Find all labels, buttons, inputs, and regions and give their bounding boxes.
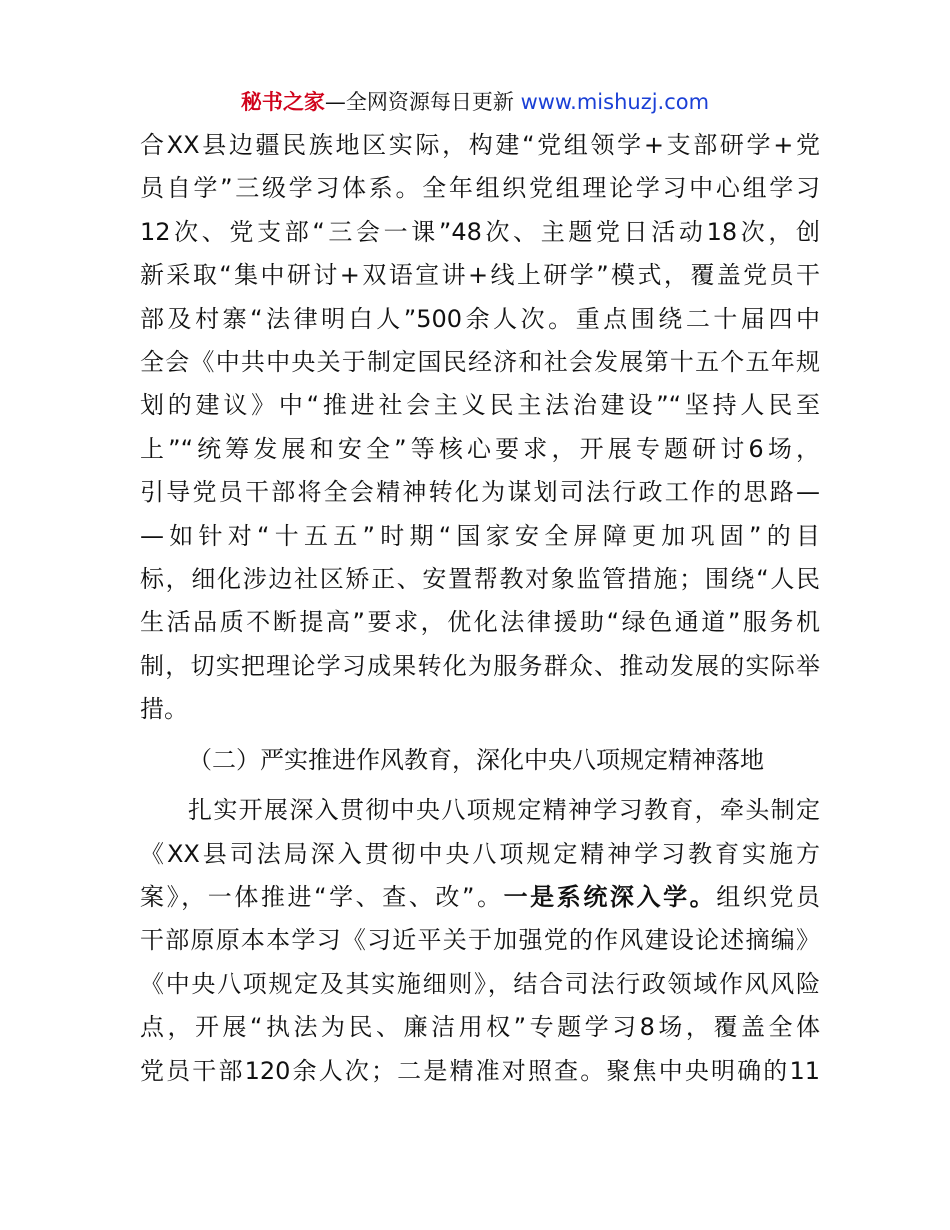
text-line: 标，细化涉边社区矫正、安置帮教对象监管措施；围绕“人民 bbox=[140, 565, 820, 594]
text-line: 制，切实把理论学习成果转化为服务群众、推动发展的实际举 bbox=[140, 651, 820, 680]
text-line: —如针对“十五五”时期“国家安全屏障更加巩固”的目 bbox=[140, 521, 820, 550]
text-line: 《中央八项规定及其实施细则》，结合司法行政领域作风风险 bbox=[140, 969, 820, 998]
text-line: 干部原原本本学习《习近平关于加强党的作风建设论述摘编》 bbox=[140, 926, 820, 955]
text-line: 合XX县边疆民族地区实际，构建“党组领学+支部研学+党 bbox=[140, 131, 820, 159]
site-url-link[interactable]: www.mishuzj.com bbox=[520, 90, 710, 114]
text-line bbox=[140, 876, 820, 919]
section-heading: （二）严实推进作风教育，深化中央八项规定精神落地 bbox=[188, 745, 764, 774]
text-line: 点，开展“执法为民、廉洁用权”专题学习8场，覆盖全体 bbox=[140, 1013, 820, 1042]
text-line: 上”“统筹发展和安全”等核心要求，开展专题研讨6场， bbox=[140, 434, 820, 463]
header-tagline: —全网资源每日更新 bbox=[324, 90, 521, 114]
text-segment: 案》，一体推进“学、查、改”。 bbox=[140, 882, 504, 911]
text-line: 划的建议》中“推进社会主义民主法治建设”“坚持人民至 bbox=[140, 391, 820, 420]
paragraph-style-education bbox=[140, 789, 820, 1093]
text-line: 全会《中共中央关于制定国民经济和社会发展第十五个五年规 bbox=[140, 348, 820, 377]
text-line: 新采取“集中研讨+双语宣讲+线上研学”模式，覆盖党员干 bbox=[140, 261, 820, 290]
document-body bbox=[140, 124, 820, 1093]
text-line: 员自学”三级学习体系。全年组织党组理论学习中心组学习 bbox=[140, 174, 820, 203]
text-segment: 组织党员 bbox=[716, 882, 820, 911]
text-line: 生活品质不断提高”要求，优化法律援助“绿色通道”服务机 bbox=[140, 608, 820, 637]
site-header bbox=[0, 86, 950, 118]
text-line: 《XX县司法局深入贯彻中央八项规定精神学习教育实施方 bbox=[140, 839, 820, 868]
text-line: 12次、党支部“三会一课”48次、主题党日活动18次，创 bbox=[140, 217, 820, 246]
text-line: 措。 bbox=[140, 695, 188, 724]
paragraph-theory-study bbox=[140, 124, 820, 732]
text-line: 部及村寨“法律明白人”500余人次。重点围绕二十届四中 bbox=[140, 304, 820, 333]
brand-name: 秘书之家 bbox=[240, 90, 325, 114]
text-line: 扎实开展深入贯彻中央八项规定精神学习教育，牵头制定 bbox=[188, 796, 820, 825]
bold-phrase: 一是系统深入学。 bbox=[503, 882, 717, 911]
text-line: 引导党员干部将全会精神转化为谋划司法行政工作的思路— bbox=[140, 478, 820, 507]
text-line: 党员干部120余人次；二是精准对照查。聚焦中央明确的11 bbox=[140, 1056, 820, 1085]
